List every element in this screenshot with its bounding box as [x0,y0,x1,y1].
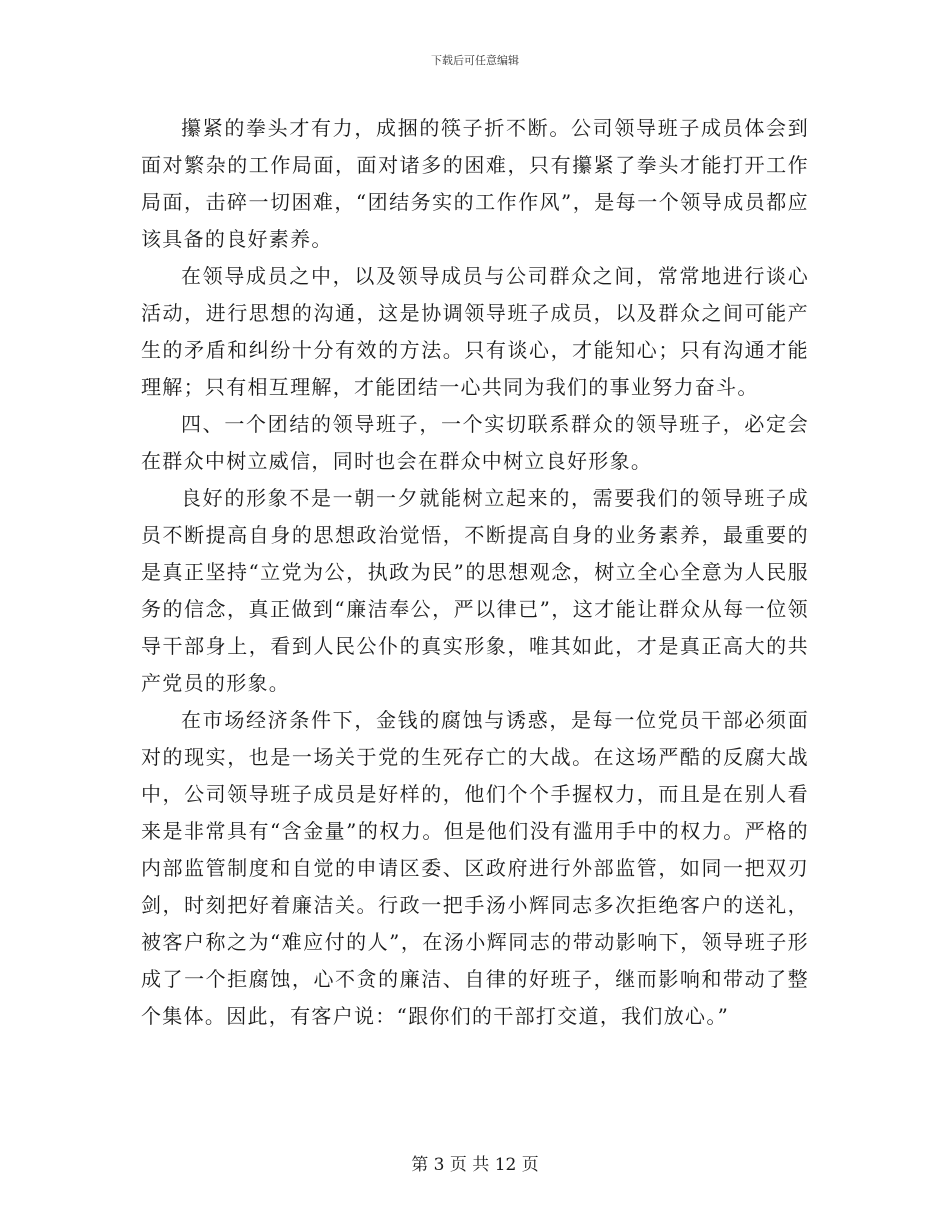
paragraph-4: 良好的形象不是一朝一夕就能树立起来的，需要我们的领导班子成员不断提高自身的思想政治觉悟，不断提高自身的业务素养，最重要的是真正坚持“立党为公，执政为民”的思想观念，树立全心全意为人民服务的信念，真正做到“廉洁奉公，严以律已”，这才能让群众从每一位领导干部身上，看到人民公仆的真实形象，唯其如此，才是真正高大的共产党员的形象。 [141,486,809,695]
document-body [141,110,809,1035]
paragraph-2: 在领导成员之中，以及领导成员与公司群众之间，常常地进行谈心活动，进行思想的沟通，这是协调领导班子成员，以及群众之间可能产生的矛盾和纠纷十分有效的方法。只有谈心，才能知心；只有沟通才能理解；只有相互理解，才能团结一心共同为我们的事业努力奋斗。 [141,264,809,399]
paragraph-5: 在市场经济条件下，金钱的腐蚀与诱惑，是每一位党员干部必须面对的现实，也是一场关于党的生死存亡的大战。在这场严酷的反腐大战中，公司领导班子成员是好样的，他们个个手握权力，而且是在别人看来是非常具有“含金量”的权力。但是他们没有滥用手中的权力。严格的内部监管制度和自觉的申请区委、区政府进行外部监管，如同一把双刃剑，时刻把好着廉洁关。行政一把手汤小辉同志多次拒绝客户的送礼，被客户称之为“难应付的人”，在汤小辉同志的带动影响下，领导班子形成了一个拒腐蚀，心不贪的廉洁、自律的好班子，继而影响和带动了整个集体。因此，有客户说：“跟你们的干部打交道，我们放心。” [141,708,809,1028]
page-footer: 第 3 页 共 12 页 [411,1155,539,1175]
page-header: 下载后可任意编辑 [431,54,519,67]
paragraph-3: 四、一个团结的领导班子，一个实切联系群众的领导班子，必定会在群众中树立威信，同时也会在群众中树立良好形象。 [141,412,809,473]
paragraph-1: 攥紧的拳头才有力，成捆的筷子折不断。公司领导班子成员体会到面对繁杂的工作局面，面对诸多的困难，只有攥紧了拳头才能打开工作局面，击碎一切困难，“团结务实的工作作风”，是每一个领导成员都应该具备的良好素养。 [141,116,809,251]
